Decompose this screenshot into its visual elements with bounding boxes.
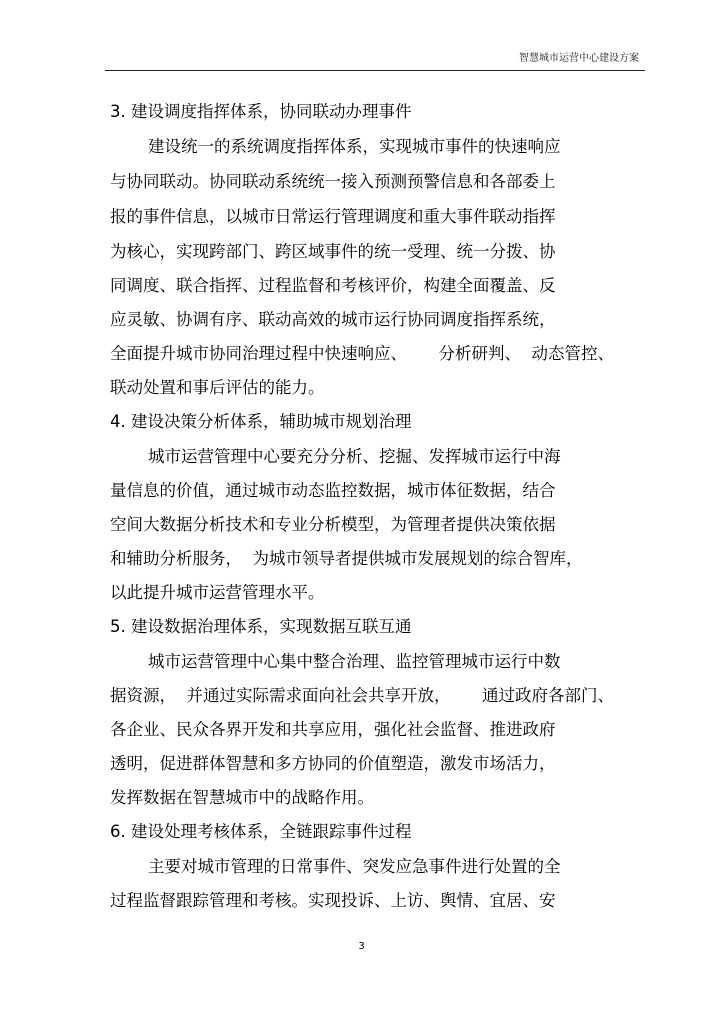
paragraph-line: 与协同联动。协同联动系统统一接入预测预警信息和各部委上 (110, 172, 556, 191)
paragraph-line: 空间大数据分析技术和专业分析模型，为管理者提供决策依据 (110, 515, 556, 534)
page-number: 3 (358, 941, 365, 952)
section-heading-3: 3. 建设调度指挥体系，协同联动办理事件 (110, 102, 412, 121)
paragraph-line: 城市运营管理中心要充分分析、挖掘、发挥城市运行中海 (148, 447, 561, 466)
paragraph-line: 透明，促进群体智慧和多方协同的价值塑造，激发市场活力， (110, 754, 556, 773)
paragraph-line: 建设统一的系统调度指挥体系，实现城市事件的快速响应 (148, 137, 561, 156)
header-rule (105, 70, 645, 71)
section-heading-5: 5. 建设数据治理体系，实现数据互联互通 (110, 617, 412, 636)
paragraph-line: 城市运营管理中心集中整合治理、监控管理城市运行中数 (148, 652, 561, 671)
section-heading-4: 4. 建设决策分析体系，辅助城市规划治理 (110, 412, 412, 431)
paragraph-line: 同调度、联合指挥、过程监督和考核评价，构建全面覆盖、反 (110, 276, 556, 295)
paragraph-line: 全面提升城市协同治理过程中快速响应、 分析研判、 动态管控、 (110, 344, 614, 363)
paragraph-line: 据资源， 并通过实际需求面向社会共享开放， 通过政府各部门、 (110, 686, 614, 705)
paragraph-line: 应灵敏、协调有序、联动高效的城市运行协同调度指挥系统， (110, 310, 556, 329)
paragraph-line: 为核心，实现跨部门、跨区域事件的统一受理、统一分拨、协 (110, 242, 556, 261)
paragraph-line: 发挥数据在智慧城市中的战略作用。 (110, 788, 374, 807)
paragraph-line: 报的事件信息，以城市日常运行管理调度和重大事件联动指挥 (110, 207, 556, 226)
page-header-title: 智慧城市运营中心建设方案 (519, 53, 639, 64)
paragraph-line: 各企业、民众各界开发和共享应用，强化社会监督、推进政府 (110, 720, 556, 739)
paragraph-line: 量信息的价值，通过城市动态监控数据，城市体征数据，结合 (110, 481, 556, 500)
paragraph-line: 联动处置和事后评估的能力。 (110, 378, 325, 397)
paragraph-line: 过程监督跟踪管理和考核。实现投诉、上访、舆情、宜居、安 (110, 891, 556, 910)
paragraph-line: 以此提升城市运营管理水平。 (110, 583, 325, 602)
paragraph-line: 和辅助分析服务， 为城市领导者提供城市发展规划的综合智库， (110, 549, 583, 568)
section-heading-6: 6. 建设处理考核体系，全链跟踪事件过程 (110, 822, 412, 841)
paragraph-line: 主要对城市管理的日常事件、突发应急事件进行处置的全 (148, 857, 561, 876)
